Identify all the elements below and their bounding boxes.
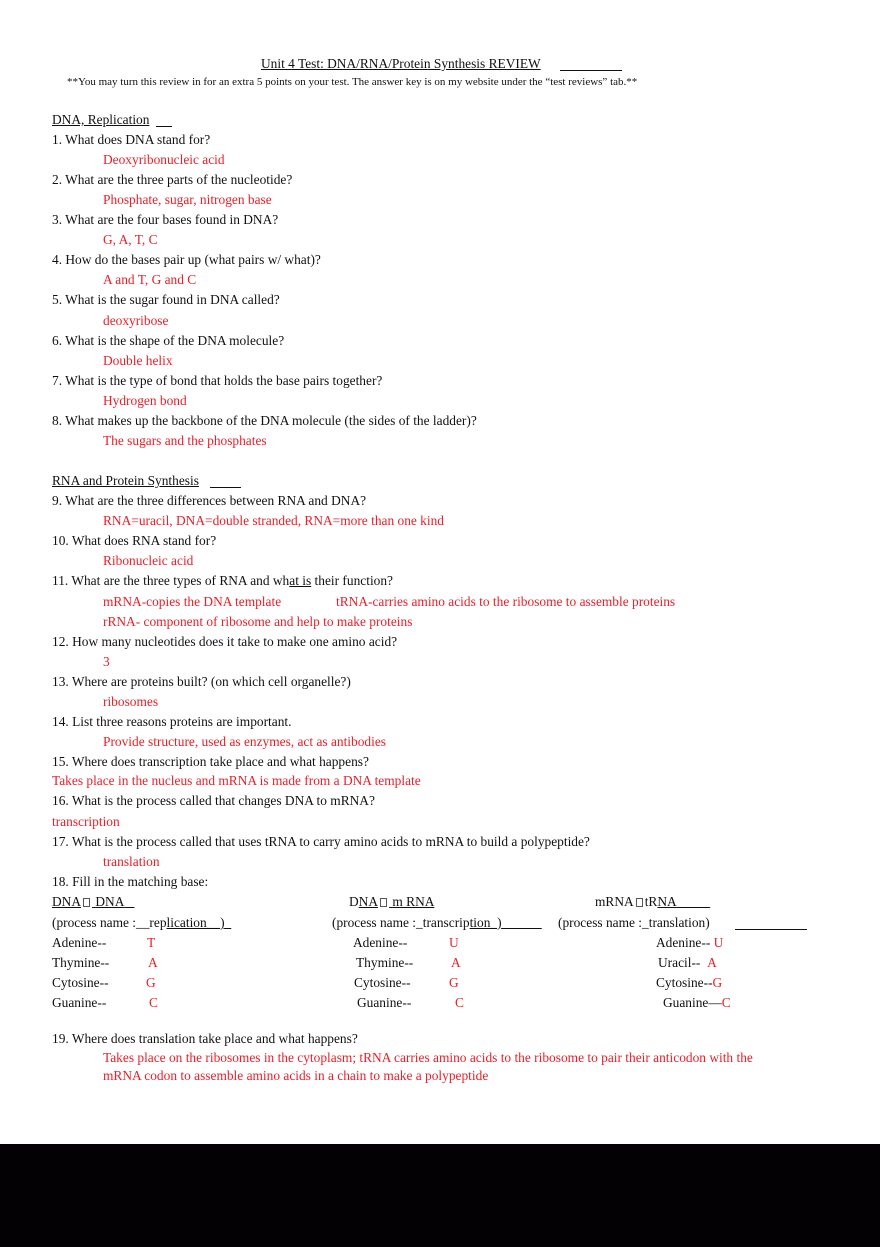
matching-col1-answer: G	[146, 975, 156, 990]
answer-11-rrna: rRNA- component of ribosome and help to make proteins	[103, 614, 413, 629]
answer-1: Deoxyribonucleic acid	[103, 152, 225, 167]
extra-credit-note: **You may turn this review in for an extra 5 points on your test. The answer key is on my website under the “test reviews” tab.**	[67, 76, 638, 88]
matching-col3-answer: C	[721, 995, 731, 1010]
answer-10: Ribonucleic acid	[103, 553, 194, 568]
answer-11-mrna: mRNA-copies the DNA template	[103, 594, 282, 609]
matching-col2-answer: U	[449, 935, 459, 950]
heading-underline-extension	[156, 126, 172, 127]
bottom-black-band	[0, 1144, 880, 1247]
answer-2: Phosphate, sugar, nitrogen base	[103, 192, 272, 207]
answer-14: Provide structure, used as enzymes, act as antibodies	[103, 734, 386, 749]
matching-col3-process: (process name :_translation)	[558, 915, 710, 930]
question-11: 11. What are the three types of RNA and what is their function?	[52, 573, 394, 588]
matching-col1-base: Adenine--	[52, 935, 107, 950]
matching-col3-answer: A	[707, 955, 717, 970]
question-4: 4. How do the bases pair up (what pairs w/ what)?	[52, 252, 321, 267]
answer-8: The sugars and the phosphates	[103, 433, 267, 448]
matching-col1-answer: A	[148, 955, 158, 970]
title-underline-extension	[560, 70, 622, 71]
section-heading-rna-protein-synthesis: RNA and Protein Synthesis	[52, 473, 199, 488]
matching-col2-header: DNA m RNA	[349, 894, 435, 909]
answer-19-line1: Takes place on the ribosomes in the cytoplasm; tRNA carries amino acids to the ribosome to pair their anticodon with the	[103, 1050, 753, 1065]
question-19: 19. Where does translation take place and what happens?	[52, 1031, 358, 1046]
question-13: 13. Where are proteins built? (on which cell organelle?)	[52, 674, 351, 689]
matching-col1-base: Cytosine--	[52, 975, 109, 990]
matching-col1-answer: T	[147, 935, 156, 950]
question-12: 12. How many nucleotides does it take to make one amino acid?	[52, 634, 398, 649]
heading-underline-extension	[210, 487, 241, 488]
matching-col2-process: (process name :_transcription_)	[332, 915, 502, 930]
question-2: 2. What are the three parts of the nucleotide?	[52, 172, 293, 187]
matching-col1-process: (process name :__replication__)	[52, 915, 225, 930]
matching-col3-row: Cytosine--G	[656, 975, 723, 990]
answer-12: 3	[103, 654, 110, 669]
arrow-placeholder-icon	[83, 898, 90, 907]
matching-col1-header: DNA DNA	[52, 894, 125, 909]
question-6: 6. What is the shape of the DNA molecule?	[52, 333, 285, 348]
question-17: 17. What is the process called that uses tRNA to carry amino acids to mRNA to build a polypeptide?	[52, 834, 590, 849]
matching-col1-answer: C	[149, 995, 158, 1010]
matching-col3-header: mRNA tRNA	[595, 894, 677, 909]
question-8: 8. What makes up the backbone of the DNA molecule (the sides of the ladder)?	[52, 413, 477, 428]
answer-4: A and T, G and C	[103, 272, 197, 287]
answer-16: transcription	[52, 814, 120, 829]
matching-col1-base: Guanine--	[52, 995, 107, 1010]
question-14: 14. List three reasons proteins are important.	[52, 714, 292, 729]
answer-17: translation	[103, 854, 160, 869]
matching-col1-base: Thymine--	[52, 955, 110, 970]
question-1: 1. What does DNA stand for?	[52, 132, 211, 147]
matching-col2-base: Adenine--	[353, 935, 408, 950]
question-15: 15. Where does transcription take place and what happens?	[52, 754, 369, 769]
arrow-placeholder-icon	[380, 898, 387, 907]
matching-col3-answer: U	[713, 935, 724, 950]
question-9: 9. What are the three differences between RNA and DNA?	[52, 493, 367, 508]
answer-3: G, A, T, C	[103, 232, 158, 247]
matching-col3-row: Adenine-- U	[656, 935, 724, 950]
answer-6: Double helix	[103, 353, 173, 368]
question-10: 10. What does RNA stand for?	[52, 533, 217, 548]
answer-19-line2: mRNA codon to assemble amino acids in a chain to make a polypeptide	[103, 1068, 489, 1083]
matching-col2-answer: C	[455, 995, 464, 1010]
answer-15: Takes place in the nucleus and mRNA is made from a DNA template	[52, 773, 421, 788]
question-18: 18. Fill in the matching base:	[52, 874, 209, 889]
question-7: 7. What is the type of bond that holds the base pairs together?	[52, 373, 383, 388]
answer-11-trna: tRNA-carries amino acids to the ribosome to assemble proteins	[336, 594, 676, 609]
answer-7: Hydrogen bond	[103, 393, 187, 408]
section-heading-dna-replication: DNA, Replication	[52, 112, 150, 127]
matching-col2-base: Thymine--	[356, 955, 414, 970]
answer-13: ribosomes	[103, 694, 159, 709]
page-title: Unit 4 Test: DNA/RNA/Protein Synthesis REVIEW	[261, 56, 541, 71]
matching-col2-base: Cytosine--	[354, 975, 411, 990]
matching-col3-row: Guanine—C	[663, 995, 731, 1010]
arrow-placeholder-icon	[636, 898, 643, 907]
matching-col2-answer: A	[451, 955, 461, 970]
question-5: 5. What is the sugar found in DNA called?	[52, 292, 280, 307]
answer-5: deoxyribose	[103, 313, 169, 328]
matching-col2-base: Guanine--	[357, 995, 412, 1010]
answer-9: RNA=uracil, DNA=double stranded, RNA=more than one kind	[103, 513, 444, 528]
process-blank-line	[735, 929, 807, 930]
question-3: 3. What are the four bases found in DNA?	[52, 212, 279, 227]
matching-col3-row: Uracil-- A	[658, 955, 717, 970]
matching-col3-answer: G	[712, 975, 723, 990]
question-16: 16. What is the process called that changes DNA to mRNA?	[52, 793, 375, 808]
matching-col2-answer: G	[449, 975, 459, 990]
